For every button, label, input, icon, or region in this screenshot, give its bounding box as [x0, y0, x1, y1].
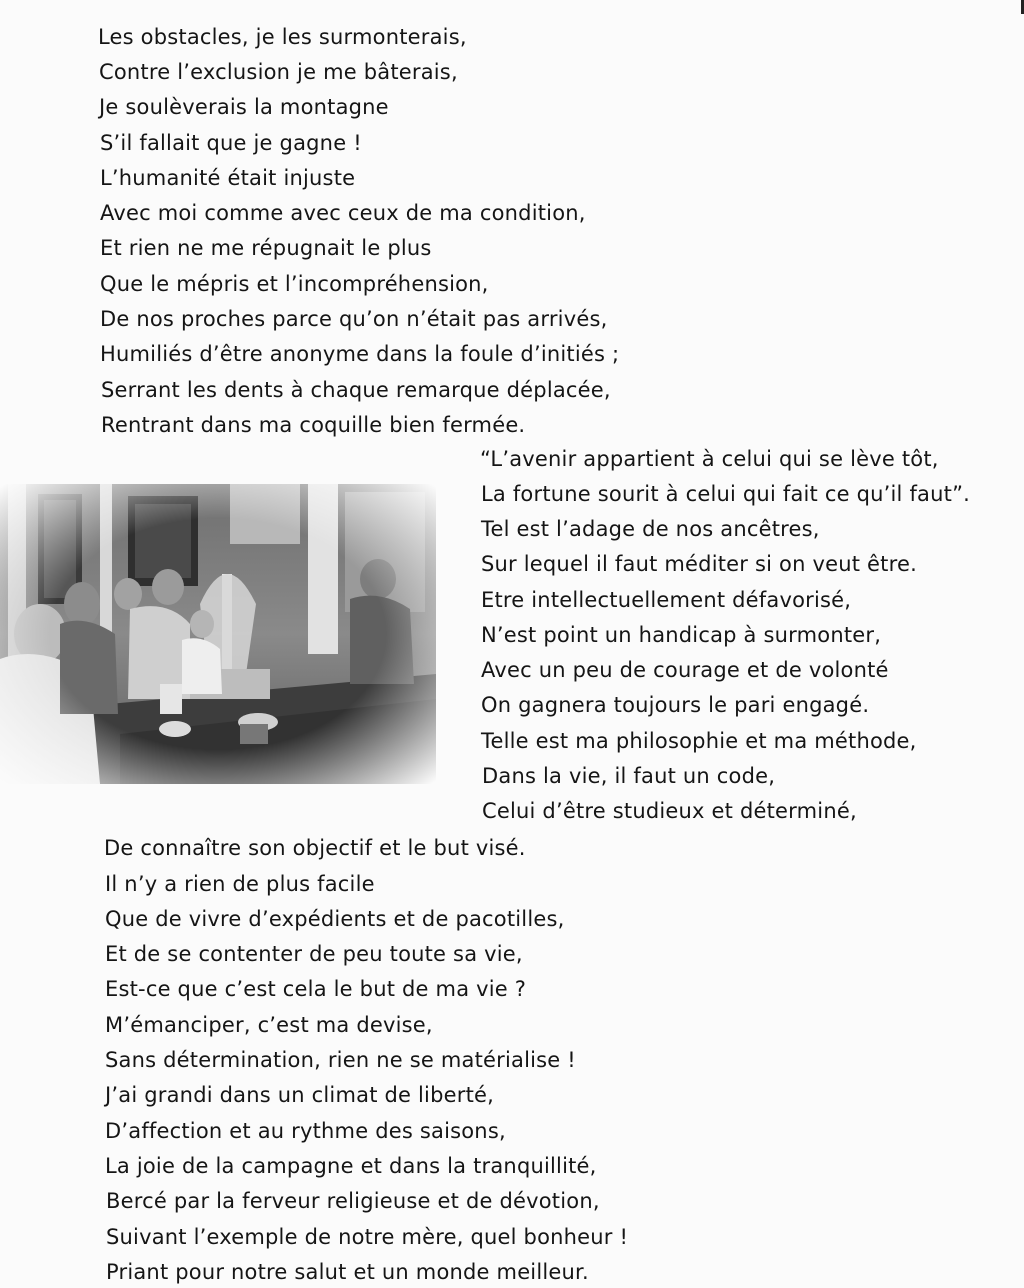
poem-line: On gagnera toujours le pari engagé.: [481, 693, 870, 717]
poem-line: Priant pour notre salut et un monde meilleur.: [106, 1260, 589, 1284]
poem-line: Avec un peu de courage et de volonté: [481, 658, 889, 682]
family-prayer-photo: [0, 484, 436, 784]
poem-line: Humiliés d’être anonyme dans la foule d’initiés ;: [100, 342, 620, 366]
poem-line: Que de vivre d’expédients et de pacotilles,: [105, 907, 565, 931]
poem-line: S’il fallait que je gagne !: [100, 131, 362, 155]
poem-line: L’humanité était injuste: [100, 166, 356, 190]
poem-line: Telle est ma philosophie et ma méthode,: [481, 729, 917, 753]
poem-line: Est-ce que c’est cela le but de ma vie ?: [105, 977, 527, 1001]
poem-line: Rentrant dans ma coquille bien fermée.: [101, 413, 526, 437]
poem-line: Etre intellectuellement défavorisé,: [481, 588, 852, 612]
poem-line: Tel est l’adage de nos ancêtres,: [481, 517, 820, 541]
poem-line: Serrant les dents à chaque remarque déplacée,: [101, 378, 611, 402]
poem-line: Dans la vie, il faut un code,: [482, 764, 776, 788]
poem-line: De connaître son objectif et le but visé.: [104, 836, 526, 860]
poem-line: Les obstacles, je les surmonterais,: [98, 25, 467, 49]
poem-line: D’affection et au rythme des saisons,: [105, 1119, 506, 1143]
poem-line: La joie de la campagne et dans la tranquillité,: [105, 1154, 597, 1178]
poem-line: M’émanciper, c’est ma devise,: [105, 1013, 433, 1037]
poem-line: N’est point un handicap à surmonter,: [481, 623, 882, 647]
poem-line: Contre l’exclusion je me bâterais,: [99, 60, 458, 84]
poem-line: Et rien ne me répugnait le plus: [100, 236, 432, 260]
poem-line: “L’avenir appartient à celui qui se lève tôt,: [480, 447, 939, 471]
poem-line: Bercé par la ferveur religieuse et de dévotion,: [106, 1189, 600, 1213]
poem-line: Je soulèverais la montagne: [99, 95, 389, 119]
poem-line: La fortune sourit à celui qui fait ce qu’il faut”.: [481, 482, 971, 506]
poem-line: Sur lequel il faut méditer si on veut être.: [481, 552, 917, 576]
poem-line: J’ai grandi dans un climat de liberté,: [105, 1083, 495, 1107]
poem-line: Et de se contenter de peu toute sa vie,: [105, 942, 523, 966]
poem-line: Celui d’être studieux et déterminé,: [482, 799, 857, 823]
poem-line: Suivant l’exemple de notre mère, quel bonheur !: [106, 1225, 629, 1249]
poem-line: Avec moi comme avec ceux de ma condition,: [100, 201, 586, 225]
poem-line: Que le mépris et l’incompréhension,: [100, 272, 489, 296]
poem-line: Sans détermination, rien ne se matérialise !: [105, 1048, 576, 1072]
poem-line: Il n’y a rien de plus facile: [105, 872, 375, 896]
poem-line: De nos proches parce qu’on n’était pas arrivés,: [100, 307, 608, 331]
